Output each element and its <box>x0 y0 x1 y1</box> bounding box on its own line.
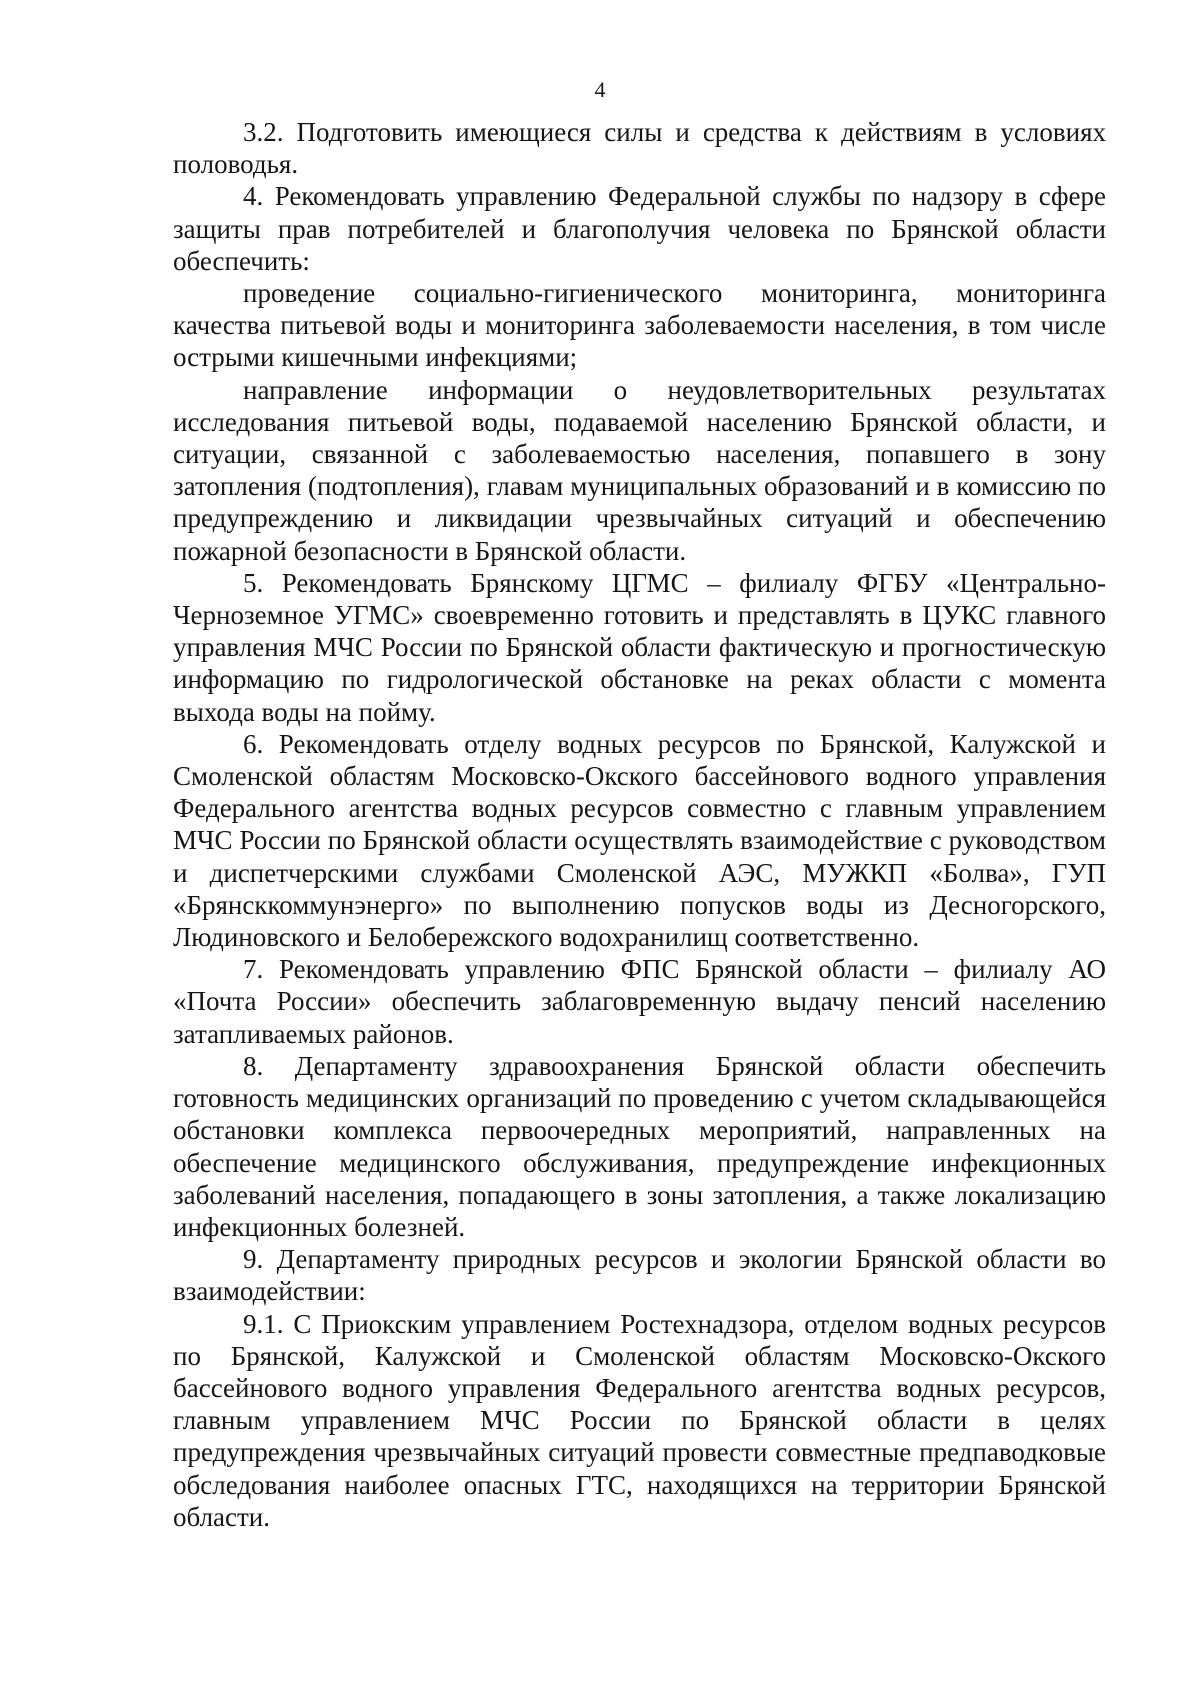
paragraph-6: 6. Рекомендовать отделу водных ресурсов по Брянской, Калужской и Смоленской областям Московско-Окского бассейнового водного управления Федерального агентства водных ресурсов совместно с главным управлением МЧС России по Брянской области осуществлять взаимодействие с руководством и диспетчерскими службами Смоленской АЭС, МУЖКП «Болва», ГУП «Брянсккоммунэнерго» по выполнению попусков воды из Десногорского, Людиновского и Белобережского водохранилищ соответственно. <box>173 728 1106 953</box>
page-number: 4 <box>594 77 606 102</box>
paragraph-8: 8. Департаменту здравоохранения Брянской области обеспечить готовность медицинских организаций по проведению с учетом складывающейся обстановки комплекса первоочередных мероприятий, направленных на обеспечение медицинского обслуживания, предупреждение инфекционных заболеваний населения, попадающего в зоны затопления, а также локализацию инфекционных болезней. <box>173 1050 1106 1242</box>
paragraph-9: 9. Департаменту природных ресурсов и экологии Брянской области во взаимодействии: <box>173 1244 1106 1307</box>
paragraph-4-item-information: направление информации о неудовлетворительных результатах исследования питьевой воды, подаваемой населению Брянской области, и ситуации, связанной с заболеваемостью населения, попавшего в зону затопления (подтопления), главам муниципальных образований и в комиссию по предупреждению и ликвидации чрезвычайных ситуаций и обеспечению пожарной безопасности в Брянской области. <box>173 374 1106 566</box>
paragraph-5: 5. Рекомендовать Брянскому ЦГМС – филиалу ФГБУ «Центрально-Черноземное УГМС» своевременно готовить и представлять в ЦУКС главного управления МЧС России по Брянской области фактическую и прогностическую информацию по гидрологической обстановке на реках области с момента выхода воды на пойму. <box>173 567 1106 727</box>
paragraph-7: 7. Рекомендовать управлению ФПС Брянской области – филиалу АО «Почта России» обеспечить заблаговременную выдачу пенсий населению затапливаемых районов. <box>173 954 1106 1049</box>
paragraph-4: 4. Рекомендовать управлению Федеральной службы по надзору в сфере защиты прав потребителей и благополучия человека по Брянской области обеспечить: <box>173 181 1106 276</box>
paragraph-3-2: 3.2. Подготовить имеющиеся силы и средства к действиям в условиях половодья. <box>173 117 1106 180</box>
paragraph-4-item-monitoring: проведение социально-гигиенического мониторинга, мониторинга качества питьевой воды и мониторинга заболеваемости населения, в том числе острыми кишечными инфекциями; <box>173 278 1106 373</box>
paragraph-9-1: 9.1. С Приокским управлением Ростехнадзора, отделом водных ресурсов по Брянской, Калужской и Смоленской областям Московско-Окского бассейнового водного управления Федерального агентства водных ресурсов, главным управлением МЧС России по Брянской области в целях предупреждения чрезвычайных ситуаций провести совместные предпаводковые обследования наиболее опасных ГТС, находящихся на территории Брянской области. <box>173 1308 1106 1532</box>
document-body <box>173 116 1106 1533</box>
